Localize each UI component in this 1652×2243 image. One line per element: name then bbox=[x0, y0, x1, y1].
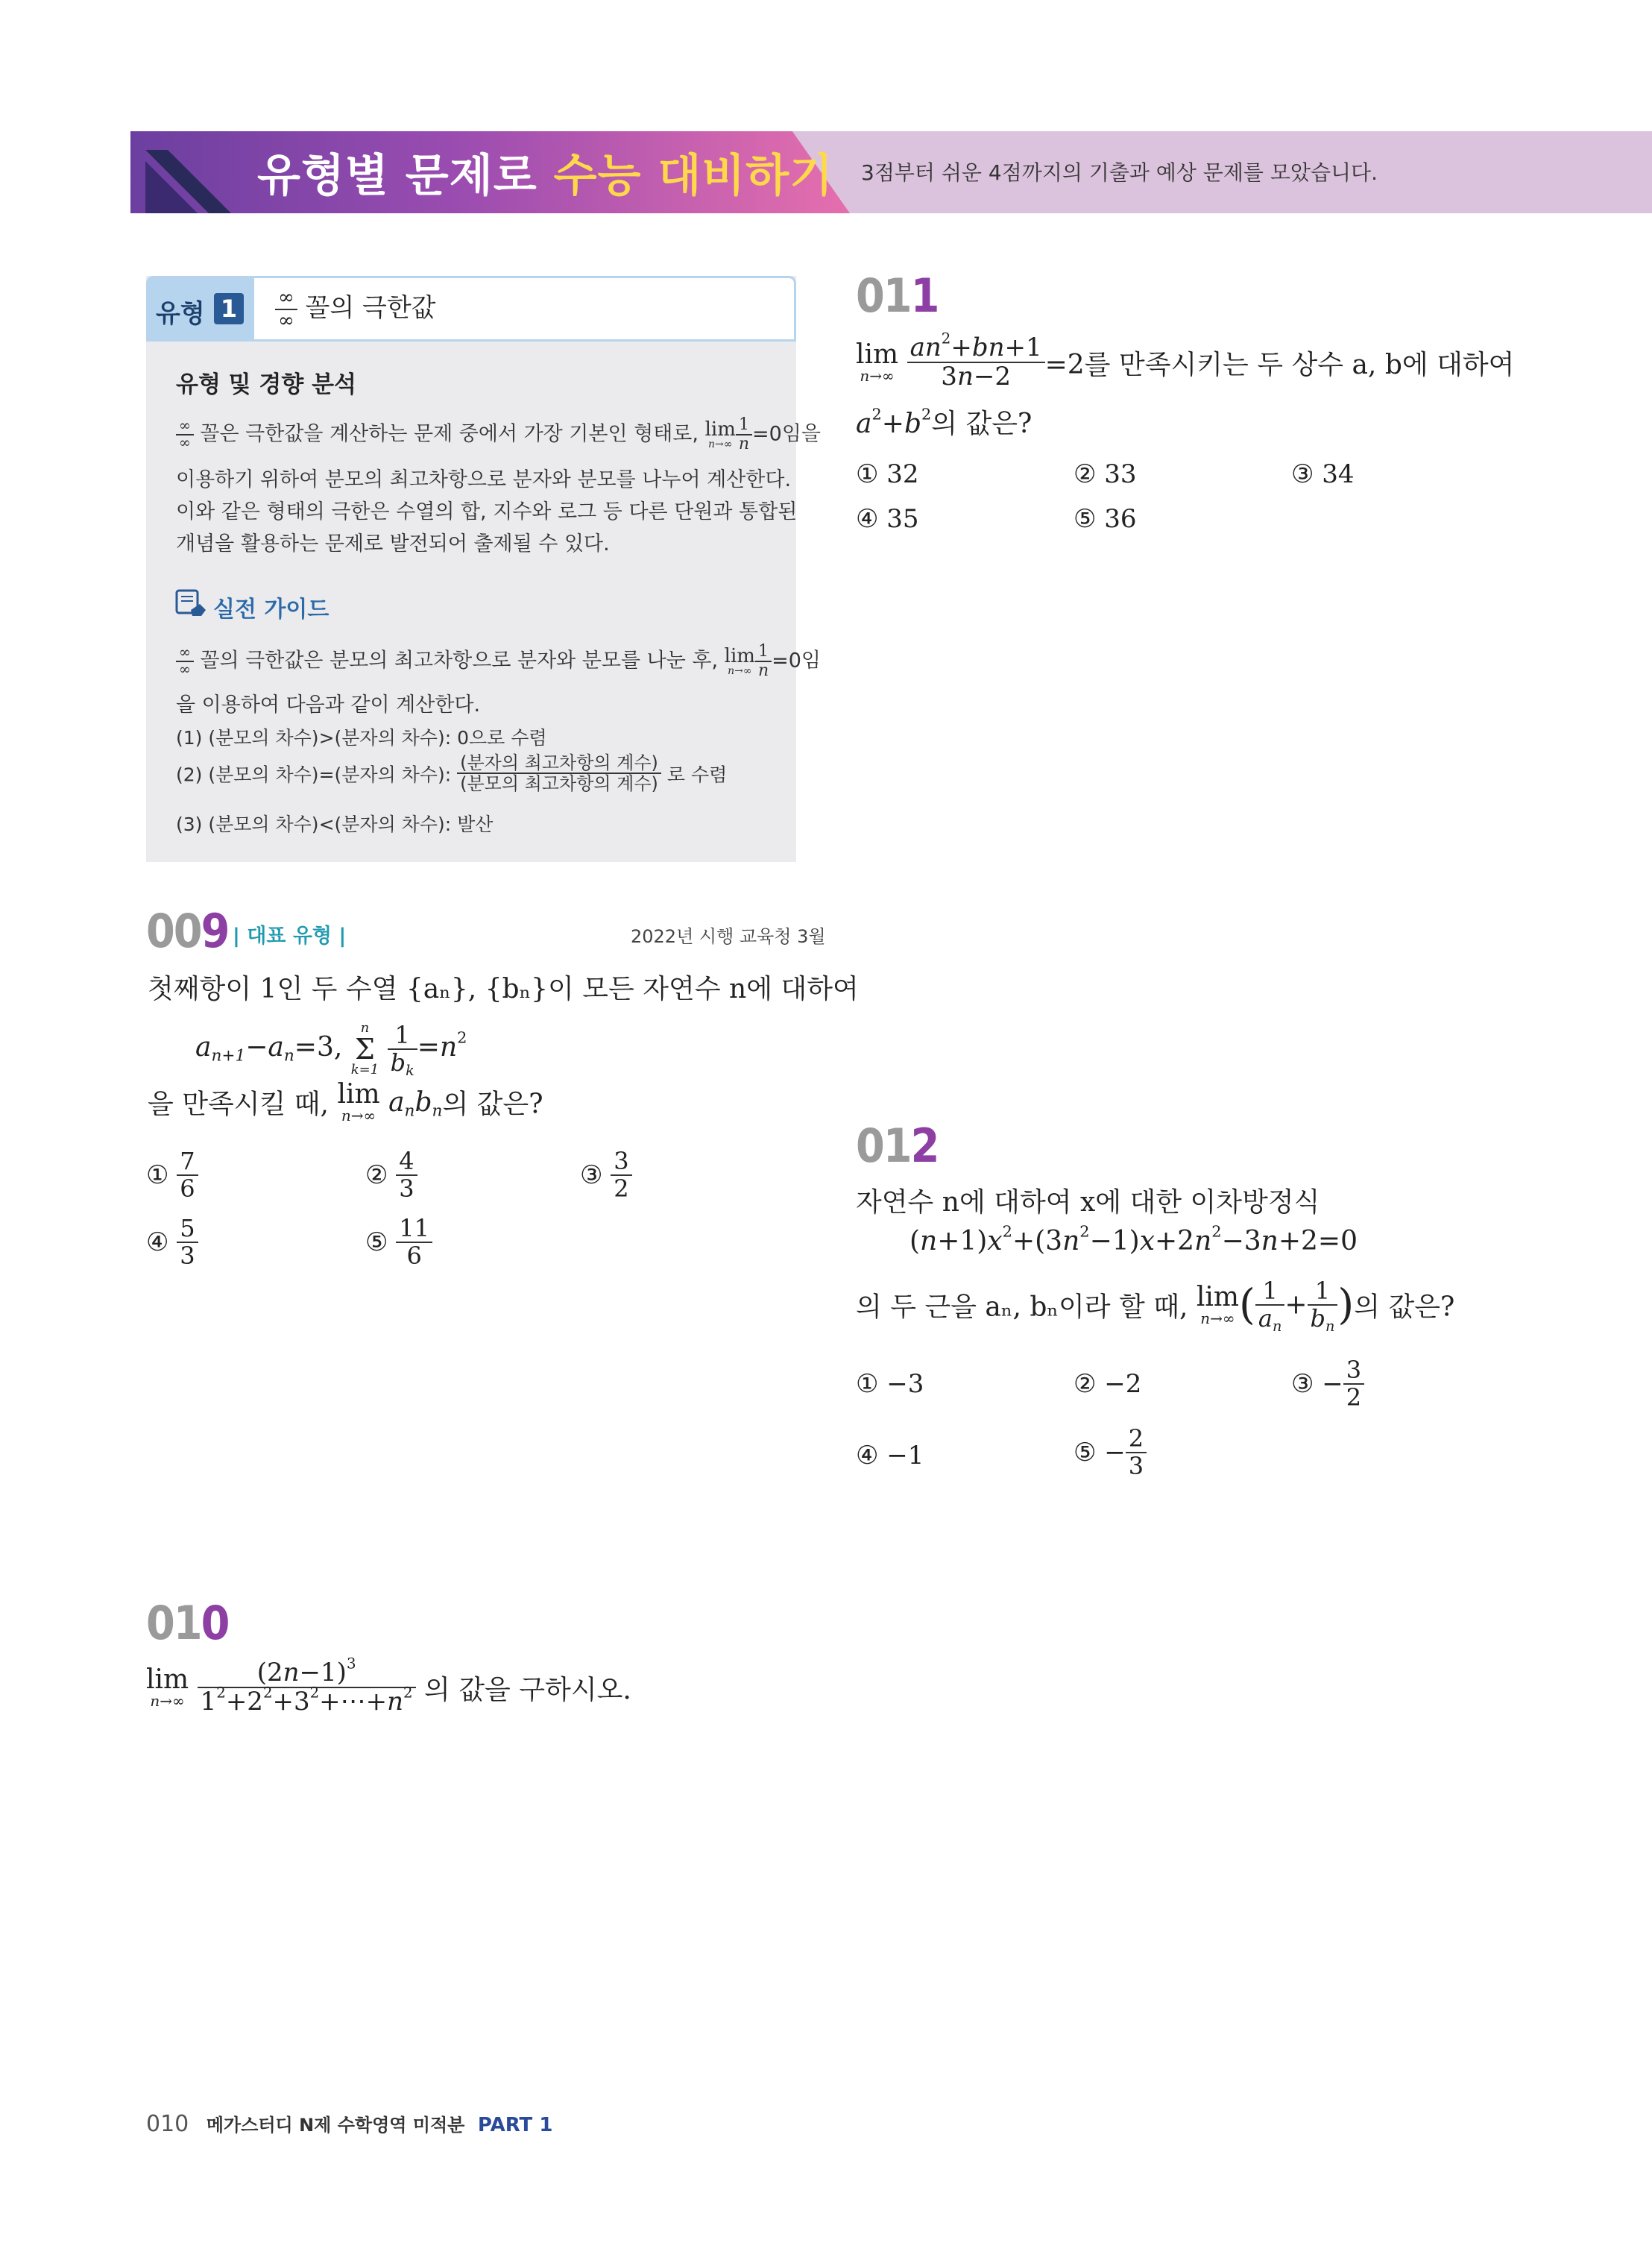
q011-line-2: $a^2+b^2$의 값은? bbox=[856, 405, 1032, 439]
q009-choice-1[interactable]: ① $\frac{7}{6}$ bbox=[146, 1148, 198, 1202]
inf-over-inf: $\frac{\infty}{\infty}$ bbox=[275, 287, 297, 331]
guide-case-1: (1) (분모의 차수)>(분자의 차수): 0으로 수렴 bbox=[176, 727, 547, 749]
guide-line-1: $\frac{\infty}{\infty}$ 꼴의 극한값은 분모의 최고차항으로 분자와 분모를 나눈 후, lim n→∞ $\frac{1}{n}$ =0임 bbox=[176, 643, 821, 680]
q009-number: 009 bbox=[146, 904, 229, 958]
q011-choice-1[interactable]: ① 32 bbox=[856, 459, 919, 489]
guide-case-2: (2) (분모의 차수)=(분자의 차수): $\frac{\text{(분자의 최고차항의 계수)}}{\text{(분모의 최고차항의 계수)}}$ 로 수렴 bbox=[176, 752, 728, 795]
q009-line-1: 첫째항이 1인 두 수열 {aₙ}, {bₙ}이 모든 자연수 n에 대하여 bbox=[148, 974, 859, 1004]
book-title: 메가스터디 N제 수학영역 미적분 bbox=[206, 2115, 465, 2136]
banner-title: 유형별 문제로 수능 대비하기 bbox=[257, 150, 834, 202]
q011-choice-5[interactable]: ⑤ 36 bbox=[1074, 504, 1137, 534]
q009-line-3: 을 만족시킬 때, lim n→∞ $a_nb_n$의 값은? bbox=[148, 1079, 543, 1124]
analysis-line-4: 개념을 활용하는 문제로 발전되어 출제될 수 있다. bbox=[176, 532, 610, 556]
q012-choice-2[interactable]: ② −2 bbox=[1074, 1369, 1142, 1399]
q012-choice-3[interactable]: ③ − $\frac{3}{2}$ bbox=[1291, 1357, 1364, 1411]
q011-choice-2[interactable]: ② 33 bbox=[1074, 459, 1137, 489]
guide-case-3: (3) (분모의 차수)<(분자의 차수): 발산 bbox=[176, 814, 494, 835]
q009-source: 2022년 시행 교육청 3월 bbox=[631, 926, 826, 947]
footer bbox=[146, 2110, 552, 2137]
q012-choice-5[interactable]: ⑤ − $\frac{2}{3}$ bbox=[1074, 1426, 1147, 1479]
q012-line-3: 의 두 근을 aₙ, bₙ이라 할 때, lim n→∞ ( $\frac{1}{a_n}$ + $\frac{1}{b_n}$ )의 값은? bbox=[856, 1277, 1455, 1335]
q009-equation: $a_{n+1}-a_n=3$, n Σ k=1 $\frac{1}{b_k}$ $=n^2$ bbox=[195, 1020, 467, 1079]
header-banner bbox=[130, 131, 1652, 213]
analysis-line-3: 이와 같은 형태의 극한은 수열의 합, 지수와 로그 등 다른 단원과 통합된 bbox=[176, 500, 798, 523]
q012-choice-4[interactable]: ④ −1 bbox=[856, 1441, 924, 1470]
part-label: PART 1 bbox=[477, 2114, 553, 2136]
q012-choice-1[interactable]: ① −3 bbox=[856, 1369, 924, 1399]
q011-line-1: lim n→∞ $\frac{an^2+bn+1}{3n-2}$ =2를 만족시키는 두 상수 a, b에 대하여 bbox=[856, 330, 1515, 392]
q010-expression: lim n→∞ $\frac{(2n-1)^3}{1^2+2^2+3^2+\cdots+n^2}$ 의 값을 구하시오. bbox=[146, 1655, 631, 1717]
analysis-line-2: 이용하기 위하여 분모의 최고차항으로 분자와 분모를 나누어 계산한다. bbox=[176, 468, 792, 491]
q009-tag: | 대표 유형 | bbox=[233, 925, 347, 948]
q012-equation: $(n+1)x^2+(3n^2-1)x+2n^2-3n+2=0$ bbox=[909, 1222, 1358, 1256]
type-number-badge: 1 bbox=[214, 293, 244, 324]
q009-choice-3[interactable]: ③ $\frac{3}{2}$ bbox=[580, 1148, 632, 1202]
q012-line-1: 자연수 n에 대하여 x에 대한 이차방정식 bbox=[856, 1187, 1320, 1218]
q009-choice-4[interactable]: ④ $\frac{5}{3}$ bbox=[146, 1215, 198, 1269]
page-number: 010 bbox=[146, 2111, 189, 2137]
guide-heading: 실전 가이드 bbox=[213, 597, 330, 623]
q011-choice-3[interactable]: ③ 34 bbox=[1291, 459, 1355, 489]
analysis-line-1: $\frac{\infty}{\infty}$ 꼴은 극한값을 계산하는 문제 중에서 가장 기본인 형태로, lim n→∞ $\frac{1}{n}$ =0임을 bbox=[176, 416, 787, 453]
q009-choice-5[interactable]: ⑤ $\frac{11}{6}$ bbox=[365, 1215, 432, 1269]
banner-corner-icon bbox=[130, 131, 250, 213]
type-label: 유형 bbox=[156, 299, 205, 329]
q011-choice-4[interactable]: ④ 35 bbox=[856, 504, 919, 534]
banner-subtitle: 3점부터 쉬운 4점까지의 기출과 예상 문제를 모았습니다. bbox=[861, 160, 1378, 185]
q011-number: 011 bbox=[856, 268, 939, 323]
q012-number: 012 bbox=[856, 1119, 939, 1173]
q009-choice-2[interactable]: ② $\frac{4}{3}$ bbox=[365, 1148, 417, 1202]
q010-number: 010 bbox=[146, 1596, 229, 1650]
guide-book-icon bbox=[174, 588, 209, 619]
type-title: $\frac{\infty}{\infty}$ 꼴의 극한값 bbox=[275, 287, 436, 331]
type-box-header bbox=[146, 276, 796, 342]
guide-line-2: 을 이용하여 다음과 같이 계산한다. bbox=[176, 693, 481, 717]
analysis-heading: 유형 및 경향 분석 bbox=[176, 371, 356, 398]
